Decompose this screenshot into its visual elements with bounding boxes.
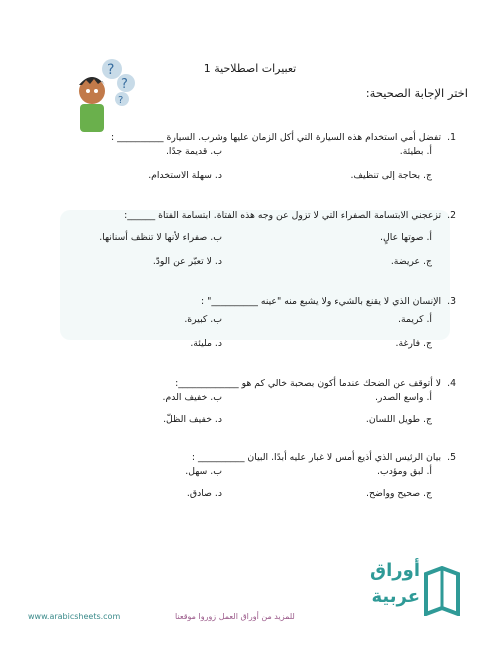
svg-text:?: ? [121, 77, 128, 92]
question-stem [40, 452, 456, 463]
question-number: 1. [447, 132, 456, 143]
option-a[interactable]: أ. كريمة. [398, 314, 432, 325]
question-stem [40, 378, 456, 389]
option-d[interactable]: د. خفيف الظلّ. [163, 414, 222, 425]
question-text: تزعجني الابتسامة الصفراء التي لا تزول عن وجه هذه الفتاة. ابتسامة الفتاة ______: [124, 210, 442, 221]
option-b[interactable]: ب. قديمة جدًا. [165, 146, 222, 157]
question-3 [40, 296, 456, 307]
question-stem [40, 296, 456, 307]
question-text: تفضل أمي استخدام هذه السيارة التي أكل الزمان عليها وشرب. السيارة __________ : [110, 132, 442, 143]
svg-text:?: ? [107, 62, 115, 78]
option-a[interactable]: أ. بطيئة. [399, 146, 432, 157]
option-d[interactable]: د. مليئة. [190, 338, 222, 349]
logo-word-1: أوراق [370, 560, 420, 581]
option-b[interactable]: ب. كبيرة. [184, 314, 222, 325]
question-number: 2. [447, 210, 456, 221]
option-d[interactable]: د. صادق. [186, 488, 222, 499]
option-a[interactable]: أ. صوتها عالٍ. [380, 232, 432, 243]
question-text: بيان الرئيس الذي أذيع أمس لا غبار عليه أبدًا. البيان __________ : [191, 452, 442, 463]
option-c[interactable]: ج. فارغة. [395, 338, 432, 349]
question-stem [40, 132, 456, 143]
arabic-sheets-logo [340, 560, 460, 620]
option-c[interactable]: ج. طويل اللسان. [365, 414, 432, 425]
question-number: 3. [447, 296, 456, 307]
question-text: الإنسان الذي لا يقنع بالشيء ولا يشبع منه "عينه __________" : [201, 296, 442, 307]
book-icon [424, 566, 460, 616]
question-number: 5. [447, 452, 456, 463]
instructions: اختر الإجابة الصحيحة: [365, 86, 468, 100]
question-5 [40, 452, 456, 463]
worksheet-title: تعبيرات اصطلاحية 1 [203, 62, 297, 75]
option-a[interactable]: أ. لبق ومؤدب. [377, 466, 432, 477]
logo-word-2: عربية [371, 586, 420, 607]
watermark-logo [60, 210, 450, 340]
question-text: لا أتوقف عن الضحك عندما أكون بصحبة خالي كم هو _____________: [175, 378, 442, 389]
option-c[interactable]: ج. عريضة. [390, 256, 432, 267]
question-stem [40, 210, 456, 221]
option-c[interactable]: ج. صحيح وواضح. [366, 488, 432, 499]
option-b[interactable]: ب. صفراء لأنها لا تنظف أسنانها. [99, 232, 222, 243]
option-b[interactable]: ب. سهل. [185, 466, 222, 477]
footer-website-link[interactable]: www.arabicsheets.com [28, 612, 121, 621]
option-d[interactable]: د. لا تعبّر عن الودّ. [152, 256, 222, 267]
question-2 [40, 210, 456, 221]
question-4 [40, 378, 456, 389]
question-1 [40, 132, 456, 143]
svg-text:?: ? [118, 95, 124, 106]
option-c[interactable]: ج. بحاجة إلى تنظيف. [350, 170, 432, 181]
option-d[interactable]: د. سهلة الاستخدام. [148, 170, 222, 181]
option-b[interactable]: ب. خفيف الدم. [162, 392, 222, 403]
option-a[interactable]: أ. واسع الصدر. [374, 392, 432, 403]
footer-visit-text: للمزيد من أوراق العمل زوروا موقعنا [175, 612, 295, 621]
question-number: 4. [447, 378, 456, 389]
